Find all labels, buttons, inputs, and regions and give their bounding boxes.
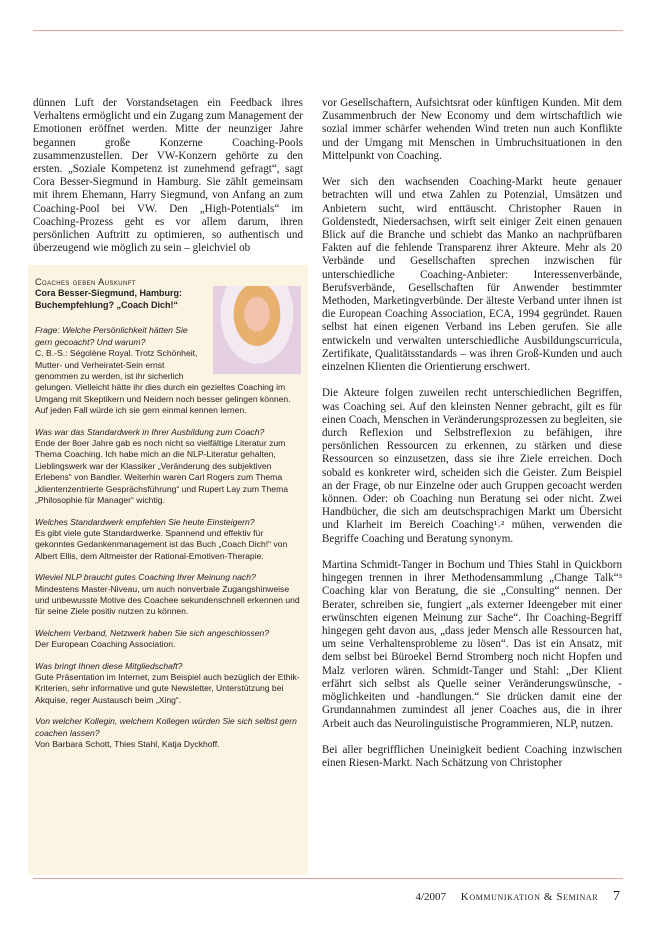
page-footer: [415, 889, 620, 905]
sidebar-kicker: Coaches geben Auskunft: [35, 277, 136, 287]
question: Was bringt Ihnen diese Mitgliedschaft?: [35, 660, 183, 671]
body-paragraph: Wer sich den wachsenden Coaching-Markt heute genauer betrachten will und etwa Zahlen zu Potenzial, Umsätzen und Anbietern sucht, wird enttäuscht. Christopher Rauen in Goldenstedt, Niedersachsen, wirft seit einiger Zeit einen genauen Blick auf die Branche und schiebt das Manko an nachprüfbaren Fakten auf die fehlende Transparenz ihrer Akteure. Mehr als 20 Verbände und Gesellschaften sprechen inzwischen für unterschiedliche Coaching-Anbieter: Interessenverbände, Berufsverbände, Gesellschaften für Anwender bestimmter Methoden, Marketingverbünde. Der älteste Verband unter ihnen ist die European Coaching Association, ECA, 1994 gegründet. Rauen selbst hat einen eigenen Verband ins Leben gerufen. Sie alle entwickeln und verwalten unterschiedliche Ausbildungscurricula, Zertifikate, Qualitätsstandards – was ihren Groß-Kunden und auch einzelnen Klienten die Orientierung erschwert.: [322, 176, 622, 374]
body-paragraph: dünnen Luft der Vorstandsetagen ein Feedback ihres Verhaltens ermöglicht und ein Zugang zum Management der Emotionen eröffnet werden. Mitte der neunziger Jahre begannen große Konzerne Coaching-Pools zusammenzustellen. Der VW-Konzern gehörte zu den ersten. „Soziale Kompetenz ist zunehmend gefragt“, sagt Cora Besser-Siegmund in Hamburg. Sie zählt gemeinsam mit ihrem Ehemann, Harry Siegmund, von Anfang an zum Coaching-Pool bei VW. Den „High-Potentials“ im Coaching-Prozess geht es vor allem darum, ihren persönlichen Auftritt zu optimieren, so authentisch und überzeugend wie möglich zu sein – gleichviel ob: [33, 97, 303, 255]
question: Frage: Welche Persönlichkeit hätten Sie gern gecoacht? Und warum?: [35, 325, 188, 347]
interview-sidebar: [28, 265, 308, 875]
magazine-name: Kommunikation & Seminar: [460, 891, 599, 903]
answer: Von Barbara Schott, Thies Stahl, Katja Dyckhoff.: [35, 739, 220, 749]
answer: C. B.-S.: Ségolène Royal. Trotz Schönheit, Mutter- und Verheiratet-Sein ernst genommen zu werden, ist ihr sicherlich gelungen. Vielleicht hätte ihr dies durch ein gezieltes Coaching im Umgang mit Skeptikern und Neidern noch besser gelingen können. Auf jeden Fall würde ich sie gern einmal kennen lernen.: [35, 348, 291, 416]
answer: Ende der 8oer Jahre gab es noch nicht so vielfältige Literatur zum Thema Coaching. Ich habe mich an die NLP-Literatur gehalten, Lieblingswerk war der Klassiker „Veränderung des subjektiven Erlebens“ von Bandler. Weiterhin waren Carl Rogers zum Thema „klientenzentrierte Gesprächsführung“ und Rupert Lay zum Thema „Philosophie für Manager“ wichtig.: [35, 438, 289, 506]
bottom-rule: [33, 878, 623, 879]
question: Wieviel NLP braucht gutes Coaching Ihrer Meinung nach?: [35, 572, 256, 583]
left-column-text: [33, 97, 303, 255]
body-paragraph: vor Gesellschaftern, Aufsichtsrat oder künftigen Kunden. Mit dem Zusammenbruch der New Economy und dem wirtschaftlich wie sozial immer schärfer wehenden Wind treten nun auch Konflikte und der Umgang mit Menschen in Umbruchsituationen in den Mittelpunkt von Coaching.: [322, 97, 622, 162]
right-column-text: [322, 97, 622, 783]
issue-number: 4/2007: [415, 891, 447, 903]
body-paragraph: Bei aller begrifflichen Uneinigkeit bedient Coaching inzwischen einen Riesen-Markt. Nach Schätzung von Christopher: [322, 743, 622, 770]
question: Was war das Standardwerk in Ihrer Ausbildung zum Coach?: [35, 426, 265, 437]
question: Welchem Verband, Netzwerk haben Sie sich angeschlossen?: [35, 627, 270, 638]
question: Von welcher Kollegin, welchem Kollegen würden Sie sich selbst gern coachen lassen?: [35, 716, 297, 738]
sidebar-person: Cora Besser-Siegmund, Hamburg:: [35, 288, 183, 299]
answer: Mindestens Master-Niveau, um auch nonverbale Zugangshinweise und unbewusste Motive des Coachee sekundenschnell erkennen und für seine Ziele positiv nutzen zu können.: [35, 583, 300, 617]
answer: Der European Coaching Association.: [35, 639, 176, 650]
top-rule: [33, 30, 623, 31]
body-paragraph: Martina Schmidt-Tanger in Bochum und Thies Stahl in Quickborn hingegen trennen in ihrer Methodensammlung „Change Talk“³ Coaching klar von Beratung, die sie „Consulting“ nennen. Der Berater, schreiben sie, fungiert „als externer Ideengeber mit einer erwünschten eigenen Meinung zur Sache“. Ihr Coaching-Begriff hingegen geht davon aus, „dass jeder Mensch alle Ressourcen hat, um seine Verhaltensprobleme zu lösen“. Das ist ein Ansatz, mit dem selbst bei Büroekel Bernd Stromberg noch nicht Hopfen und Malz verloren wären. Schmidt-Tanger und Stahl: „Der Klient erfährt sich selbst als Quelle seiner Veränderungswünsche, -möglichkeiten und -handlungen.“ Sie drücken damit eine der Grundannahmen zumindest all jener Coaches aus, die in ihrer Arbeit auch das Neurolinguistische Programmieren, NLP, nutzen.: [322, 559, 622, 730]
body-paragraph: Die Akteure folgen zuweilen recht unterschiedlichen Begriffen, was Coaching sei. Auf den kleinsten Nenner gebracht, gilt es für einen Coach, Menschen in Veränderungsprozessen zu begleiten, sie durch Reflexion und Selbstreflexion zu befähigen, ihre persönlichen Ressourcen zu erkennen, zu stärken und diese Ressourcen so einzusetzen, dass sie ihre Ziele erreichen. Doch sobald es konkreter wird, scheiden sich die Geister. Zum Beispiel an der Frage, ob nur Einzelne oder auch Gruppen gecoacht werden können. Oder: ob Coaching nun Beratung sei oder nicht. Zwei Handbücher, die sich am deutschsprachigen Markt um Übersicht und Klarheit im Bereich Coaching¹˒² mühen, verwenden die Begriffe Coaching und Beratung synonym.: [322, 387, 622, 545]
page-number: 7: [613, 889, 620, 904]
answer: Gute Präsentation im Internet, zum Beispiel auch bezüglich der Ethik-Kriterien, sehr informative und gute Newsletter, Unterstützung bei Akquise, reger Austausch beim „Xing“.: [35, 671, 300, 705]
portrait-photo: [213, 286, 301, 374]
answer: Es gibt viele gute Standardwerke. Spannend und effektiv für gekonntes Gedankenmanagement ist das Buch „Coach Dich!“ von Albert Ellis, dem Altmeister der Rational-Emotiven-Therapie.: [35, 527, 288, 561]
sidebar-book: Buchempfehlung? „Coach Dich!“: [35, 299, 179, 310]
question: Welches Standardwerk empfehlen Sie heute Einsteigern?: [35, 516, 255, 527]
